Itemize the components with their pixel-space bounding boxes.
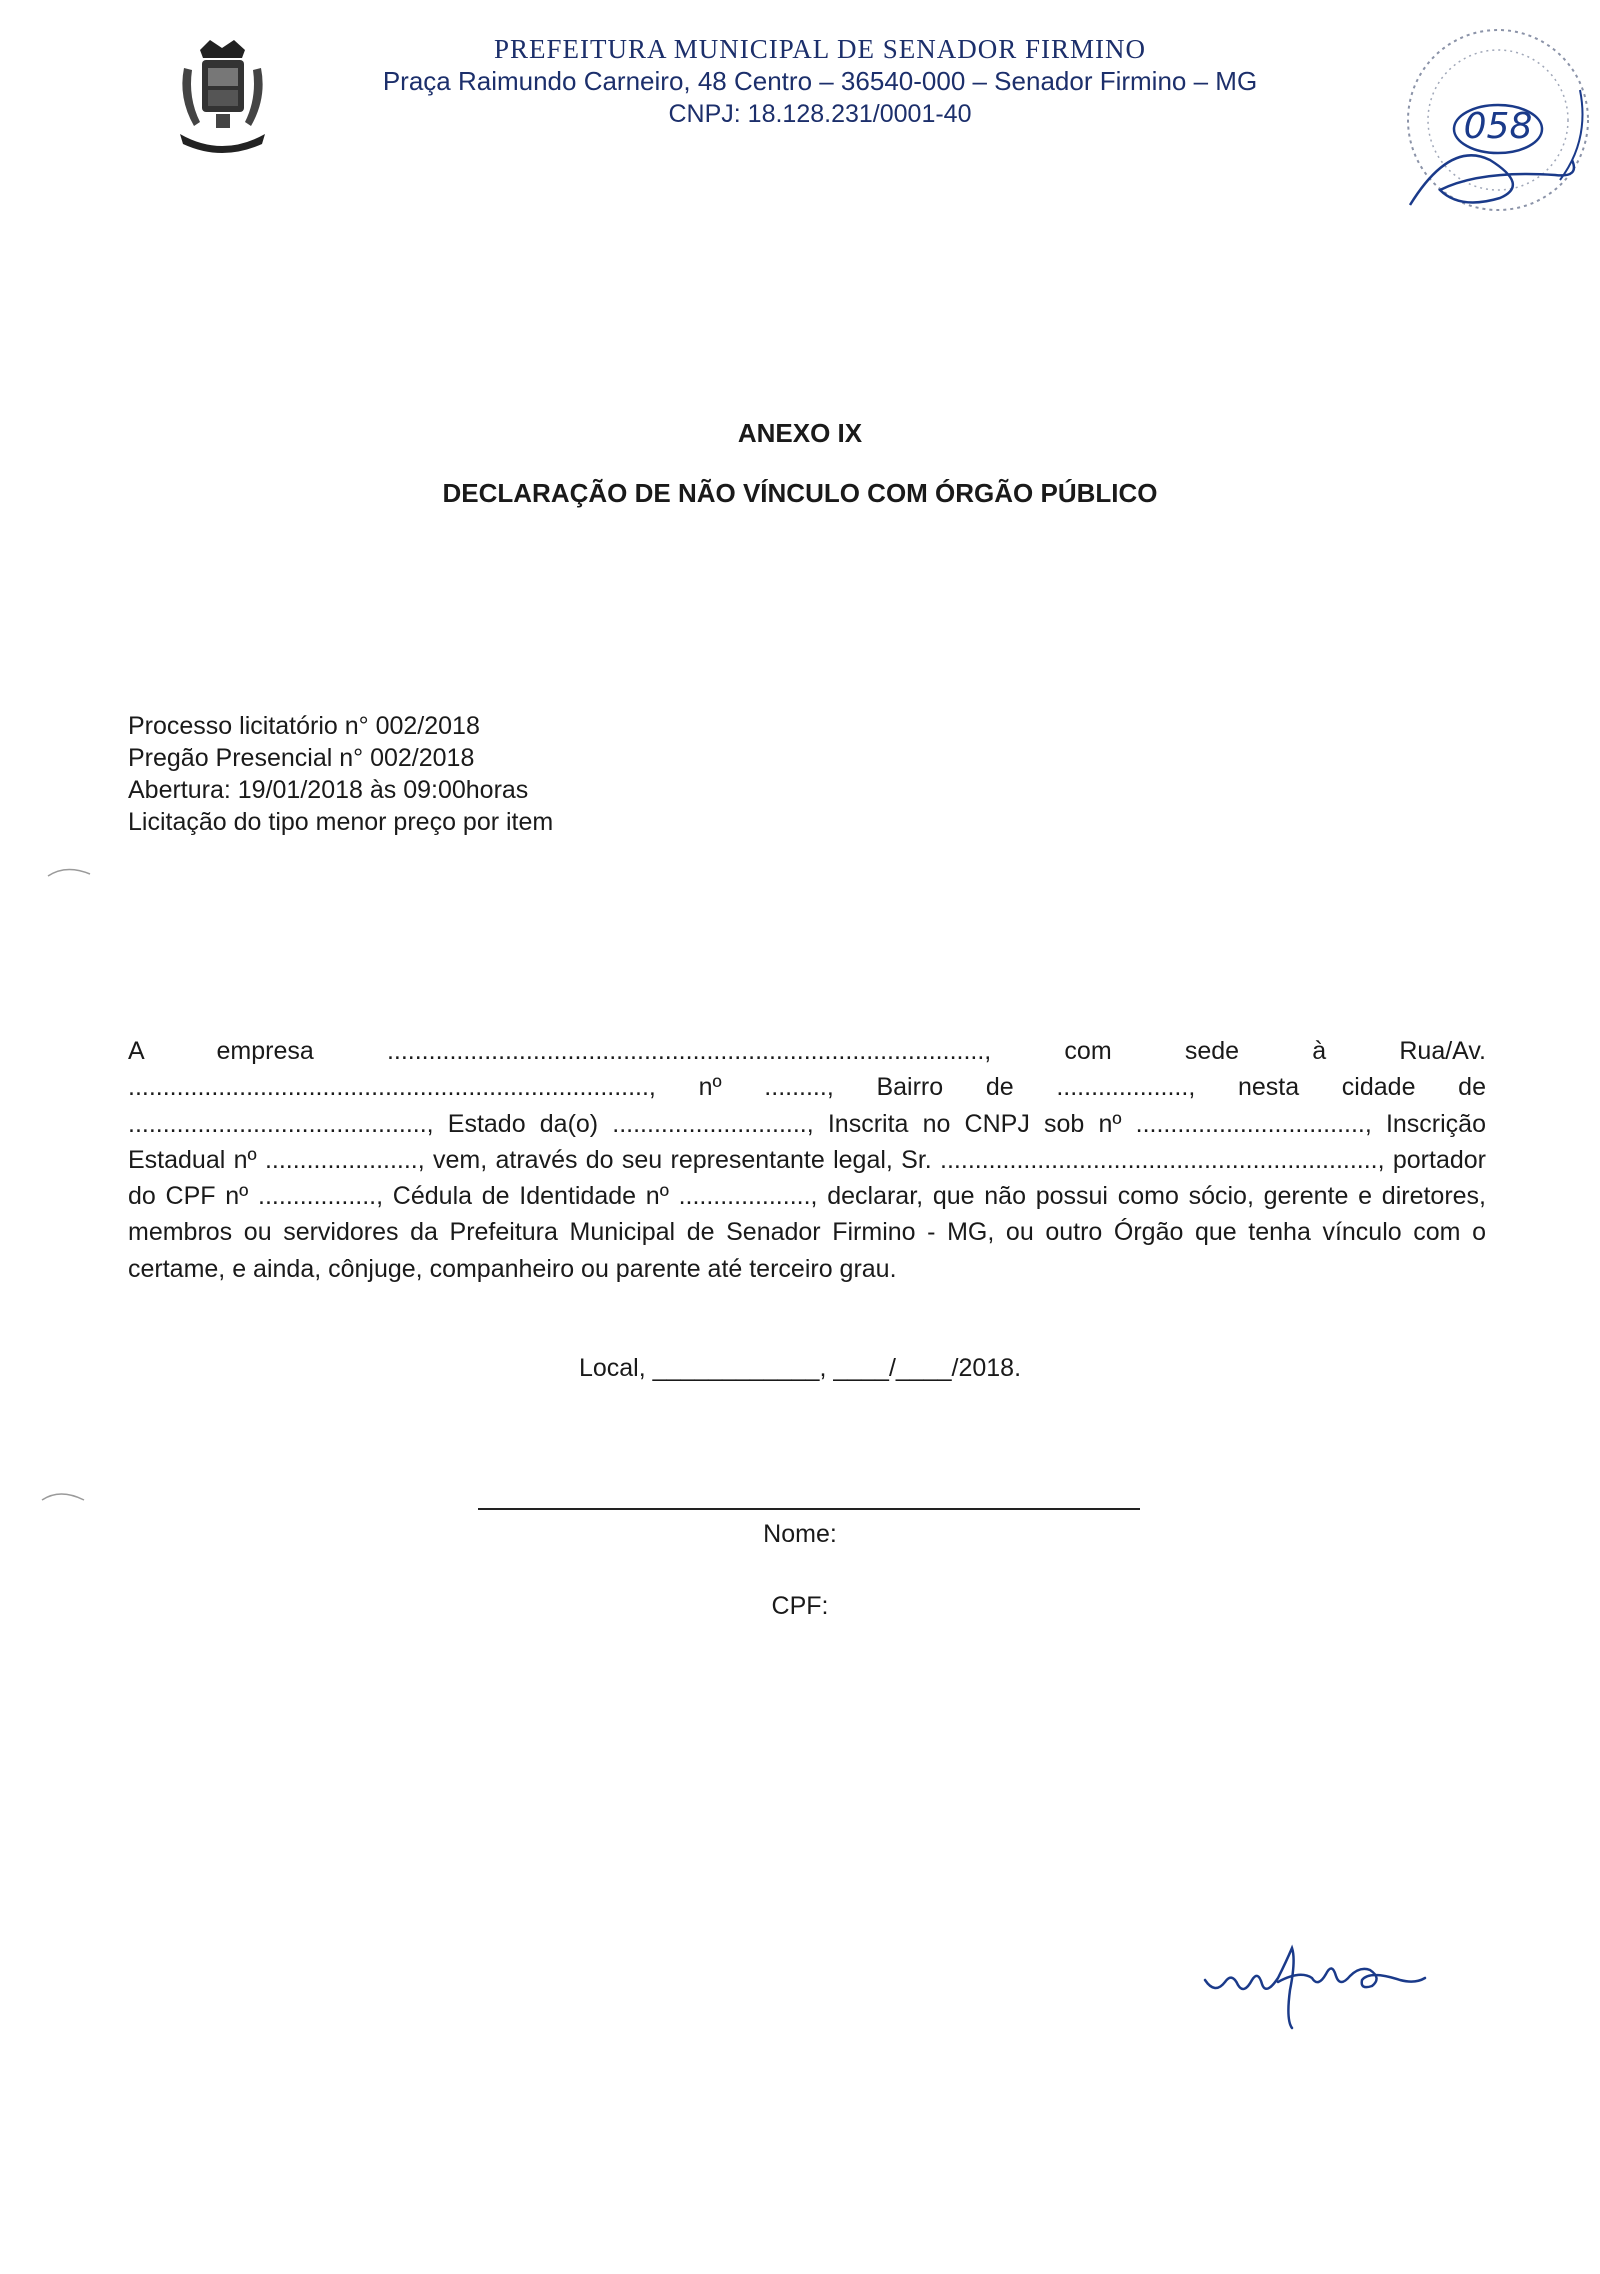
auction-number: Pregão Presencial n° 002/2018: [128, 744, 475, 772]
commission-stamp: [1380, 20, 1595, 220]
signature-line: [478, 1508, 1140, 1510]
opening-date: Abertura: 19/01/2018 às 09:00horas: [128, 776, 529, 804]
municipal-crest-icon: [170, 38, 275, 158]
scan-mark: [46, 862, 96, 882]
stamp-number: 058: [1463, 106, 1533, 147]
handwritten-initials: [1200, 1940, 1430, 2030]
scan-mark: [40, 1486, 90, 1506]
signature-cpf-label: CPF:: [771, 1592, 829, 1620]
header-title: PREFEITURA MUNICIPAL DE SENADOR FIRMINO: [493, 34, 1147, 64]
process-info: [128, 710, 553, 838]
annex-number: ANEXO IX: [737, 418, 863, 448]
declaration-text: A empresa ......................................................................................, com sede à Rua/Av. ..........................................................................., nº ........., Bairro de ..................., nesta cidade de ..........................................., Estado da(o) ............................, Inscrita no CNPJ sob nº ................................., Inscrição Estadual nº ......................, vem, através do seu representante legal, Sr. ..............................................................., portador do CPF nº ................., Cédula de Identidade nº ..................., declarar, que não possui como sócio, gerente e diretores, membros ou servidores da Prefeitura Municipal de Senador Firmino - MG, ou outro Órgão que tenha vínculo com o certame, e ainda, cônjuge, companheiro ou parente até terceiro grau.: [128, 1037, 1486, 1283]
header-address: Praça Raimundo Carneiro, 48 Centro – 36540-000 – Senador Firmino – MG: [382, 66, 1258, 96]
place-date-line: Local, ____________, ____/____/2018.: [578, 1354, 1022, 1382]
header-cnpj: CNPJ: 18.128.231/0001-40: [668, 100, 972, 128]
signature-name-label: Nome:: [763, 1520, 837, 1548]
bid-type: Licitação do tipo menor preço por item: [128, 808, 554, 836]
annex-title: DECLARAÇÃO DE NÃO VÍNCULO COM ÓRGÃO PÚBLICO: [442, 478, 1158, 508]
process-number: Processo licitatório n° 002/2018: [128, 712, 480, 740]
